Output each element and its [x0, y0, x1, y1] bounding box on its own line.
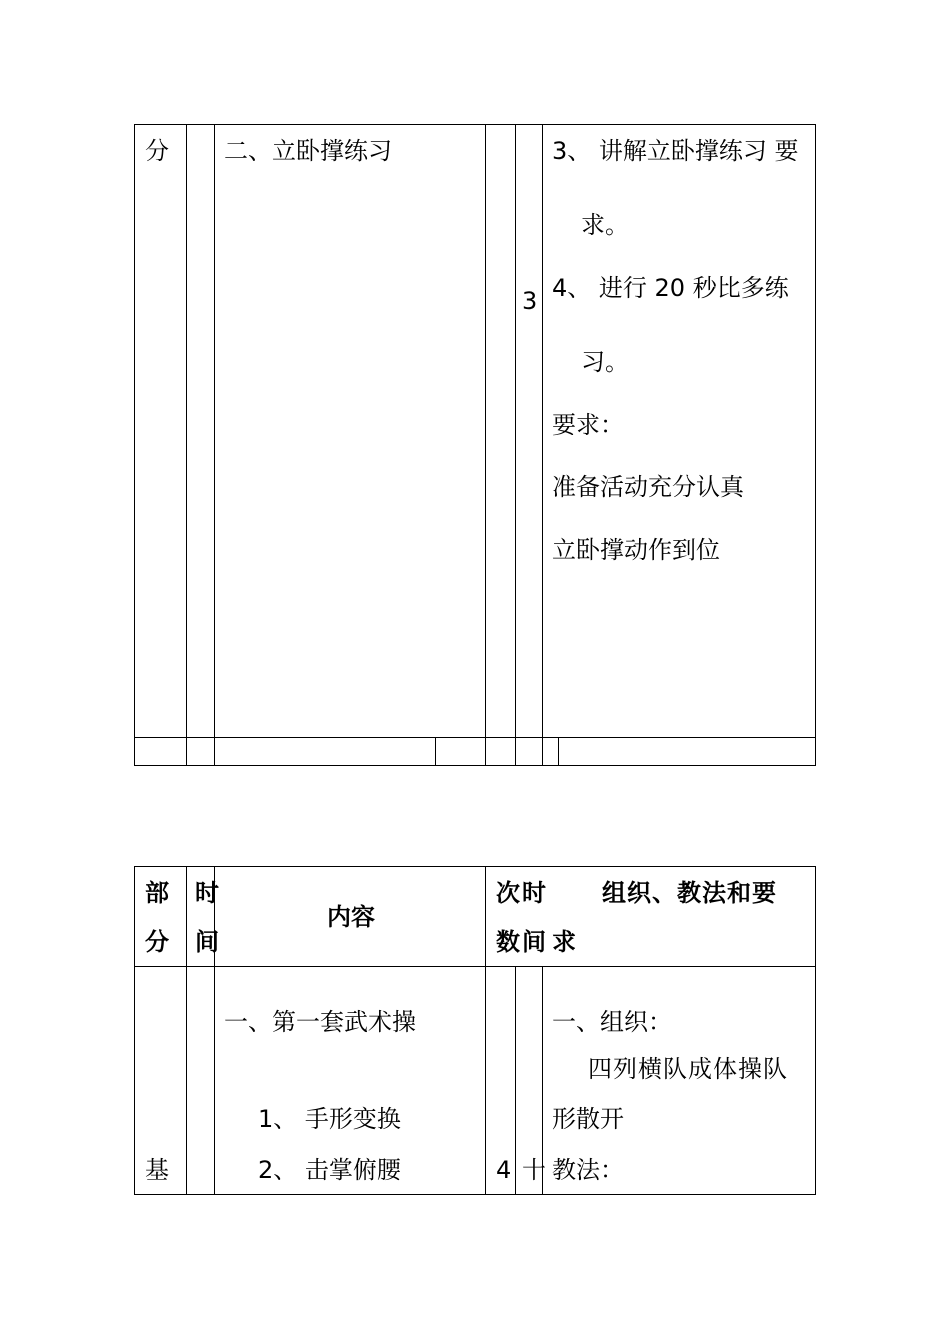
header-part: 部	[145, 879, 169, 907]
method-line: 要求：	[552, 411, 624, 439]
content-line: 1、 手形变换	[258, 1105, 401, 1133]
method-line: 教法：	[552, 1156, 624, 1184]
method-line: 准备活动充分认真	[552, 473, 744, 501]
table-border-left	[134, 124, 135, 766]
method-line: 一、组织：	[552, 1008, 672, 1036]
header-time: 间	[195, 928, 219, 956]
method-line: 形散开	[552, 1105, 624, 1133]
table-border-bottom	[134, 1194, 816, 1195]
table-border-right	[815, 124, 816, 766]
header-time: 时	[195, 879, 219, 907]
column-divider	[485, 866, 486, 1195]
count-value: 4	[496, 1156, 512, 1184]
header-count: 次	[496, 879, 520, 907]
header-count: 数	[496, 928, 520, 956]
column-divider	[515, 124, 516, 766]
header-part: 分	[145, 928, 169, 956]
method-line: 四列横队成体操队	[588, 1055, 788, 1083]
time-value: 十	[522, 1156, 546, 1184]
column-divider	[515, 966, 516, 1195]
method-line: 习。	[581, 348, 629, 376]
times-value: 3	[522, 287, 538, 315]
column-divider	[214, 124, 215, 766]
column-divider	[214, 866, 215, 1195]
column-divider	[558, 737, 559, 766]
content-line: 一、第一套武术操	[224, 1008, 416, 1036]
column-divider	[542, 124, 543, 766]
table-border-top	[134, 866, 816, 867]
content-heading: 二、立卧撑练习	[224, 137, 392, 165]
table-border-bottom	[134, 765, 816, 766]
content-line: 2、 击掌俯腰	[258, 1156, 401, 1184]
method-line: 立卧撑动作到位	[552, 536, 720, 564]
column-divider	[485, 124, 486, 766]
method-line: 3、 讲解立卧撑练习 要	[552, 137, 799, 165]
table-row-divider	[134, 737, 816, 738]
column-divider	[435, 737, 436, 766]
header-content: 内容	[327, 903, 375, 931]
column-divider	[186, 866, 187, 1195]
header-time2: 间	[522, 928, 546, 956]
method-line: 4、 进行 20 秒比多练	[552, 274, 789, 302]
table-border-left	[134, 866, 135, 1195]
table-border-right	[815, 866, 816, 1195]
part-cell: 基	[145, 1156, 169, 1184]
table-header-divider	[134, 966, 816, 967]
header-time2: 时	[522, 879, 546, 907]
table-border-top	[134, 124, 816, 125]
header-method: 求	[552, 928, 576, 956]
column-divider	[186, 124, 187, 766]
method-line: 求。	[581, 211, 629, 239]
header-method: 组织、教法和要	[602, 879, 777, 907]
part-cell: 分	[145, 137, 169, 165]
